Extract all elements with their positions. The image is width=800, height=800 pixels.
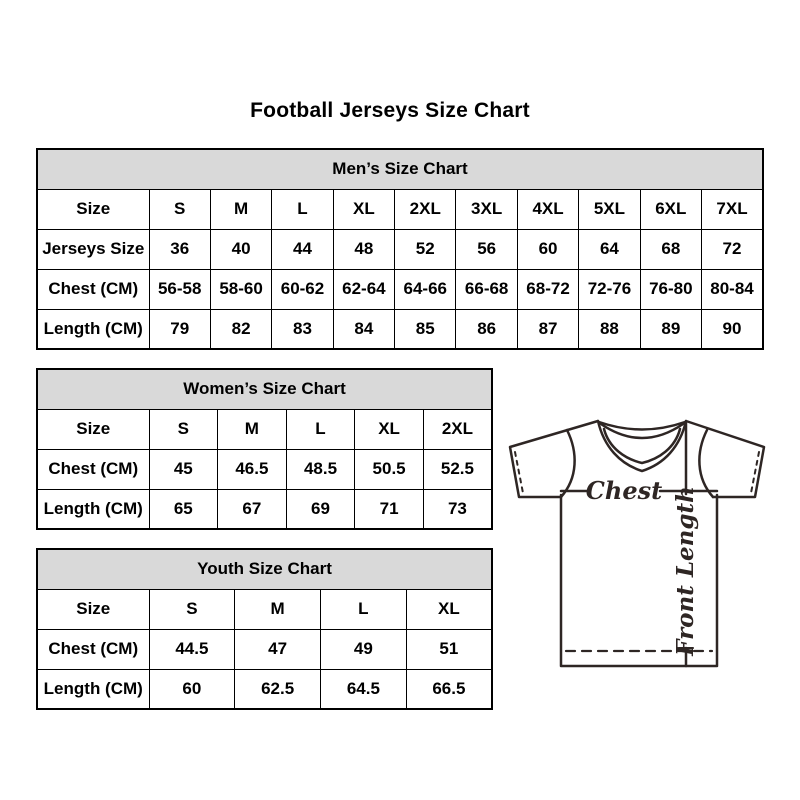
value-cell: L [272,189,333,229]
value-cell: 58-60 [210,269,271,309]
jersey-left-armhole [561,430,575,497]
value-cell: 36 [149,229,210,269]
value-cell: 80-84 [702,269,763,309]
value-cell: 71 [355,489,424,529]
chest-label: Chest [585,476,663,505]
front-length-label: Front Length [672,486,699,656]
row-label-cell: Size [37,589,149,629]
youth-size-table [36,548,493,710]
value-cell: 60 [517,229,578,269]
value-cell: 49 [321,629,407,669]
value-cell: 67 [218,489,287,529]
value-cell: 51 [406,629,492,669]
value-cell: 2XL [423,409,492,449]
value-cell: 48.5 [286,449,355,489]
jersey-vneck-inner [604,429,680,463]
value-cell: 62.5 [235,669,321,709]
page-title: Football Jerseys Size Chart [250,99,530,122]
table-header-row [37,549,492,589]
table-row [37,489,492,529]
value-cell: S [149,189,210,229]
table-row [37,669,492,709]
table-row [37,409,492,449]
table-header-row [37,369,492,409]
value-cell: 69 [286,489,355,529]
value-cell: 65 [149,489,218,529]
value-cell: 89 [640,309,701,349]
value-cell: 6XL [640,189,701,229]
value-cell: 82 [210,309,271,349]
value-cell: 47 [235,629,321,669]
row-label-cell: Length (CM) [37,669,149,709]
mens-table-title: Men’s Size Chart [37,149,763,189]
table-row [37,309,763,349]
row-label-cell: Length (CM) [37,489,149,529]
value-cell: 44 [272,229,333,269]
value-cell: 4XL [517,189,578,229]
value-cell: 3XL [456,189,517,229]
value-cell: 60 [149,669,235,709]
row-label-cell: Chest (CM) [37,629,149,669]
row-label-cell: Chest (CM) [37,449,149,489]
youth-table-title: Youth Size Chart [37,549,492,589]
value-cell: XL [355,409,424,449]
value-cell: XL [406,589,492,629]
value-cell: 88 [579,309,640,349]
value-cell: 40 [210,229,271,269]
value-cell: 64.5 [321,669,407,709]
value-cell: 76-80 [640,269,701,309]
value-cell: 85 [395,309,456,349]
value-cell: 73 [423,489,492,529]
value-cell: 72-76 [579,269,640,309]
value-cell: 62-64 [333,269,394,309]
value-cell: 66.5 [406,669,492,709]
value-cell: 90 [702,309,763,349]
value-cell: 45 [149,449,218,489]
value-cell: 87 [517,309,578,349]
jersey-measurement-diagram [497,403,779,679]
value-cell: 52.5 [423,449,492,489]
row-label-cell: Size [37,409,149,449]
table-row [37,589,492,629]
value-cell: 68-72 [517,269,578,309]
value-cell: 64-66 [395,269,456,309]
value-cell: 68 [640,229,701,269]
value-cell: L [321,589,407,629]
value-cell: 46.5 [218,449,287,489]
value-cell: 52 [395,229,456,269]
jersey-right-sleeve [686,421,764,497]
value-cell: 64 [579,229,640,269]
table-header-row [37,149,763,189]
value-cell: 56-58 [149,269,210,309]
mens-size-table [36,148,764,350]
table-row [37,629,492,669]
value-cell: 83 [272,309,333,349]
jersey-illustration-icon [497,403,779,679]
womens-table-title: Women’s Size Chart [37,369,492,409]
value-cell: 2XL [395,189,456,229]
jersey-collar-back-arc [599,422,685,430]
value-cell: S [149,589,235,629]
value-cell: 72 [702,229,763,269]
table-row [37,449,492,489]
womens-size-table [36,368,493,530]
value-cell: XL [333,189,394,229]
value-cell: 48 [333,229,394,269]
value-cell: M [210,189,271,229]
table-row [37,189,763,229]
value-cell: 5XL [579,189,640,229]
value-cell: S [149,409,218,449]
value-cell: 79 [149,309,210,349]
value-cell: M [218,409,287,449]
value-cell: 50.5 [355,449,424,489]
value-cell: 66-68 [456,269,517,309]
value-cell: 56 [456,229,517,269]
value-cell: 86 [456,309,517,349]
value-cell: 44.5 [149,629,235,669]
table-row [37,269,763,309]
row-label-cell: Length (CM) [37,309,149,349]
jersey-right-armhole [699,430,713,497]
row-label-cell: Jerseys Size [37,229,149,269]
value-cell: M [235,589,321,629]
value-cell: 84 [333,309,394,349]
value-cell: L [286,409,355,449]
table-row [37,229,763,269]
row-label-cell: Chest (CM) [37,269,149,309]
value-cell: 7XL [702,189,763,229]
row-label-cell: Size [37,189,149,229]
value-cell: 60-62 [272,269,333,309]
